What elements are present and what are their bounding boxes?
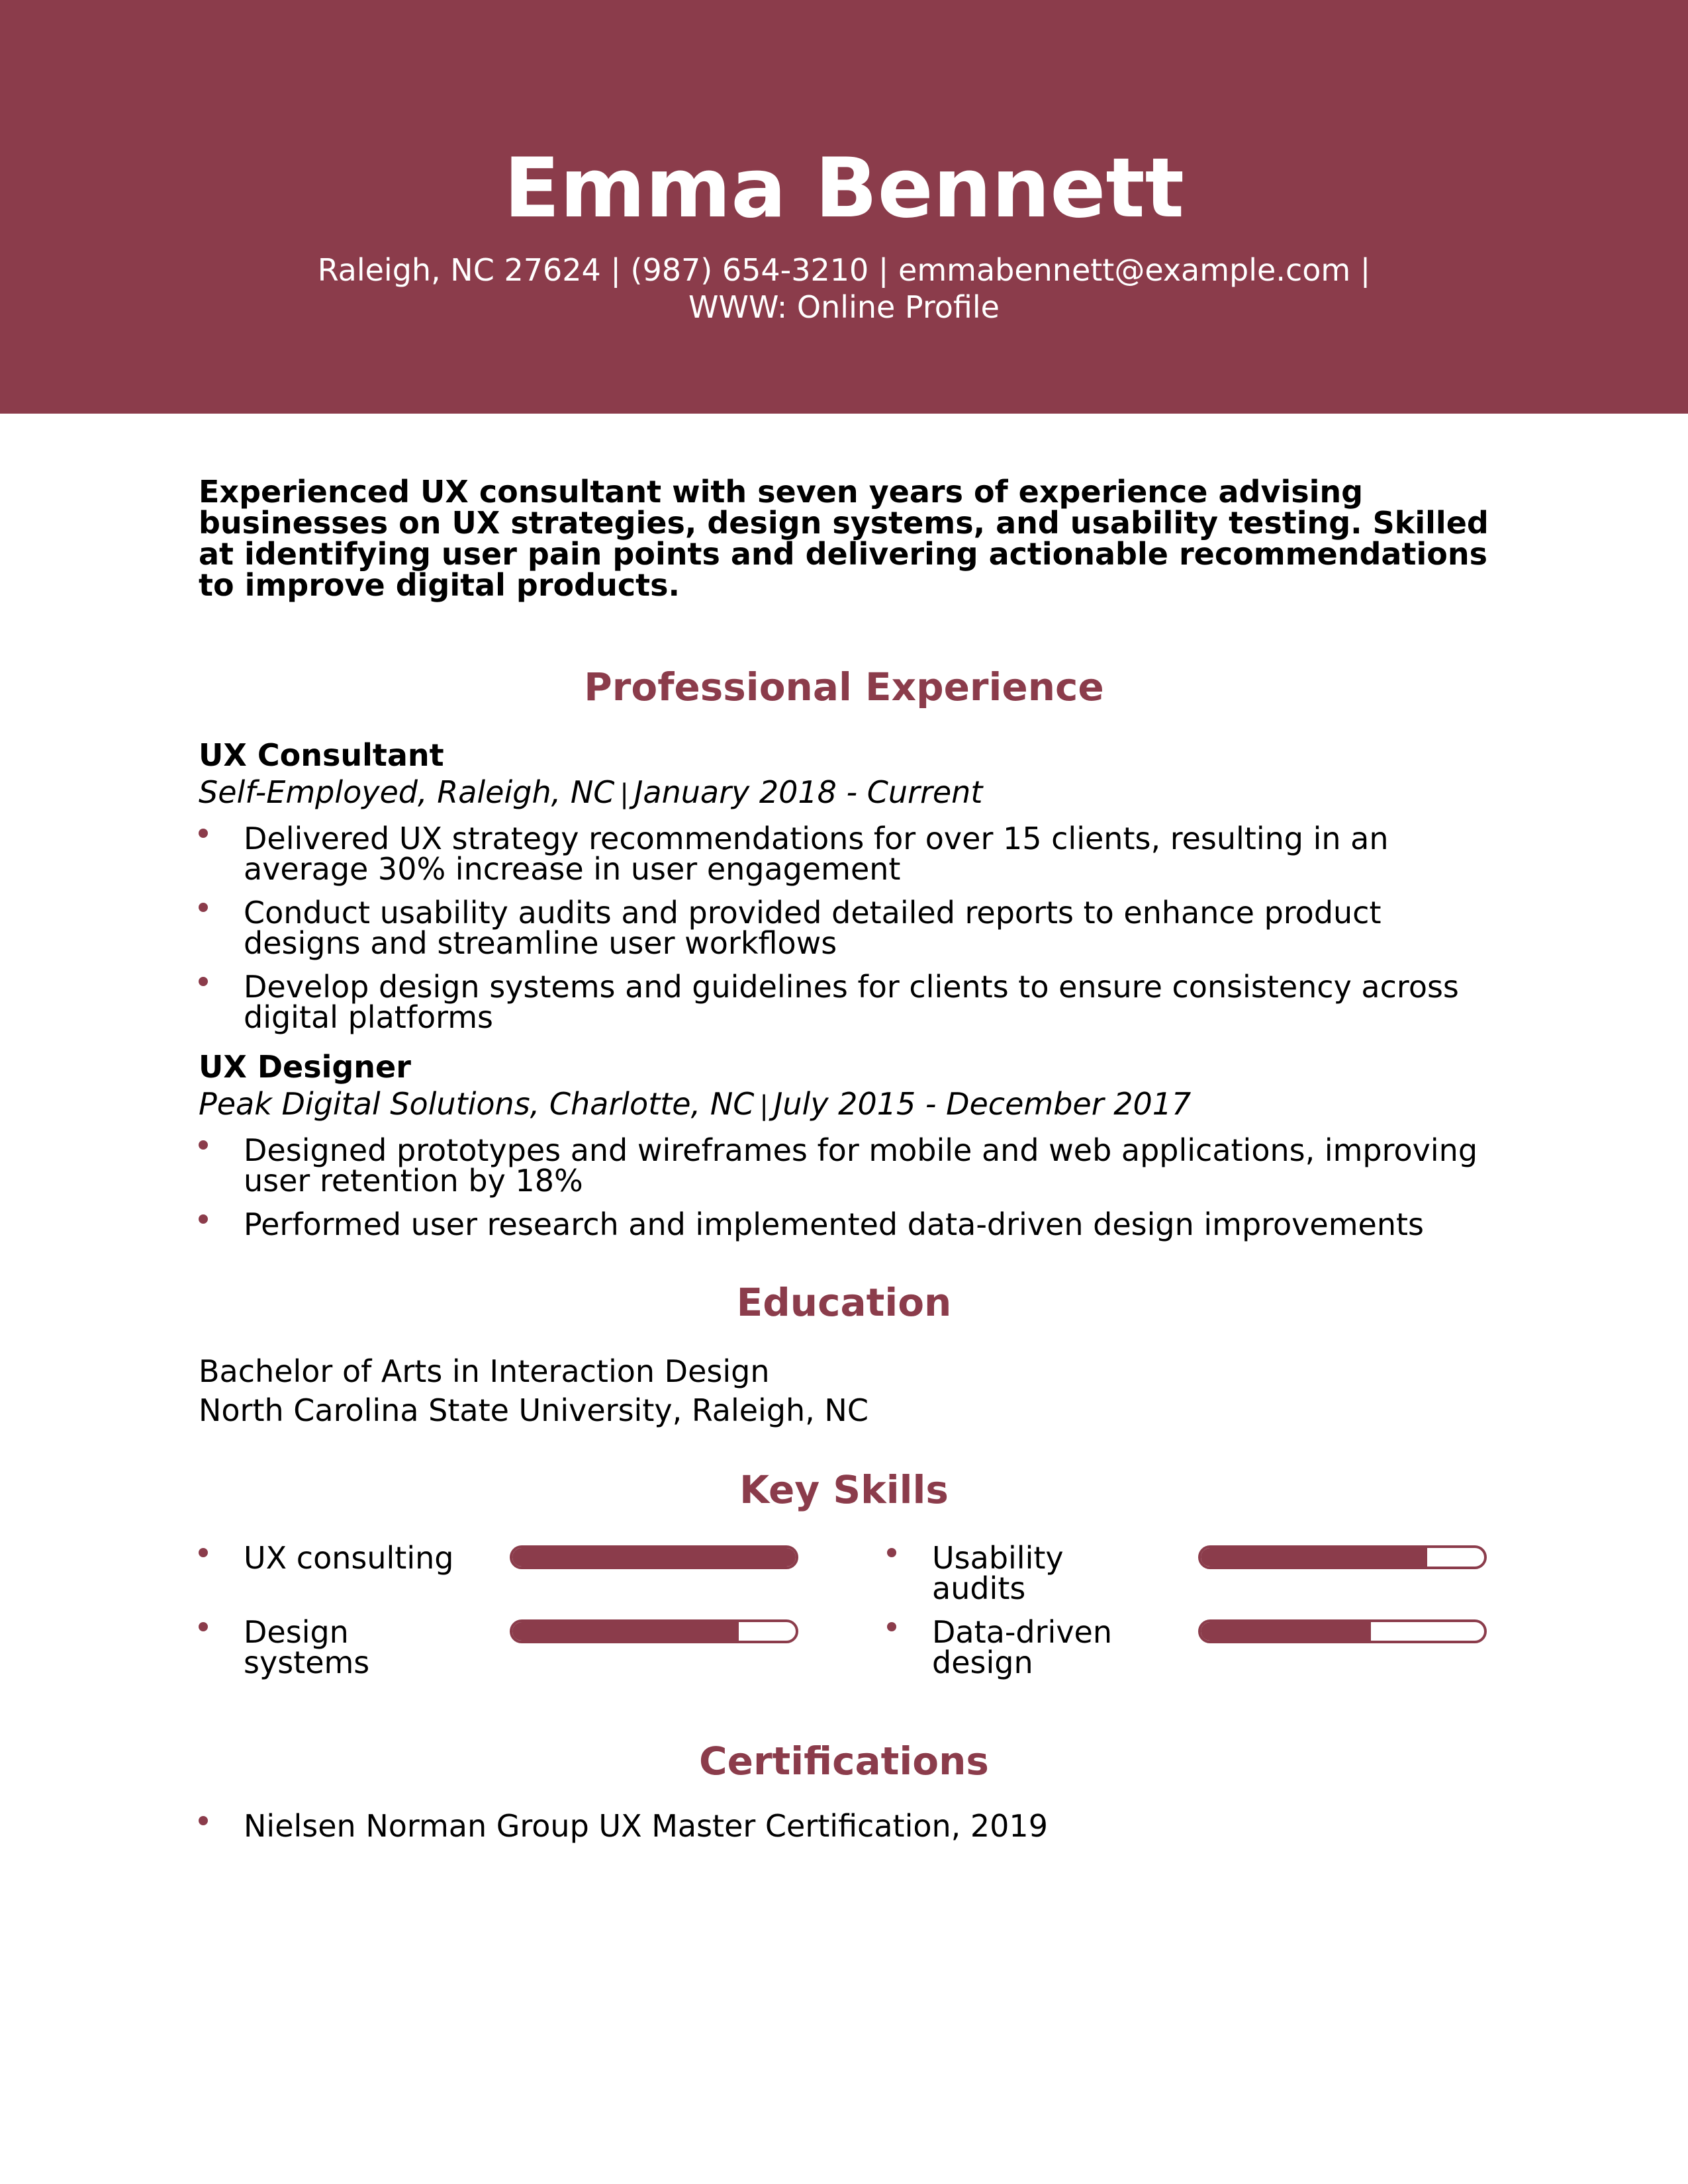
skill-level-fill <box>512 1548 796 1567</box>
skill-level-bar <box>510 1619 798 1643</box>
bullet-icon <box>199 829 208 838</box>
bullet-icon <box>199 1214 208 1224</box>
skill-level-fill <box>1201 1548 1427 1567</box>
skill-label: Data-driven design <box>932 1614 1113 1680</box>
job-entry <box>199 1048 1489 1240</box>
skill-item <box>199 1540 844 1615</box>
list-item: Designed prototypes and wireframes for mobile and web applications, improving user retention by 18% <box>199 1135 1489 1196</box>
bullet-icon <box>887 1622 896 1631</box>
job-meta: Self-Employed, Raleigh, NC | January 2018 - Current <box>199 774 983 810</box>
skill-item <box>199 1614 844 1690</box>
header-banner <box>0 0 1688 414</box>
job-meta: Peak Digital Solutions, Charlotte, NC | July 2015 - December 2017 <box>199 1086 1192 1122</box>
resume-body <box>199 474 1489 1854</box>
job-dates: January 2018 - Current <box>633 774 983 810</box>
skill-item <box>887 1614 1532 1690</box>
skill-item <box>887 1540 1532 1615</box>
list-item: Develop design systems and guidelines for clients to ensure consistency across digital platforms <box>199 972 1489 1032</box>
bullet-icon <box>199 1140 208 1150</box>
list-item: Delivered UX strategy recommendations for over 15 clients, resulting in an average 30% increase in user engagement <box>199 823 1489 884</box>
skill-level-bar <box>1198 1619 1487 1643</box>
job-title: UX Consultant <box>199 737 444 773</box>
job-dates: July 2015 - December 2017 <box>773 1086 1192 1122</box>
skill-level-fill <box>512 1622 739 1641</box>
skill-level-bar <box>510 1545 798 1569</box>
list-item: Nielsen Norman Group UX Master Certification, 2019 <box>199 1811 1489 1841</box>
bullet-icon <box>199 977 208 986</box>
degree: Bachelor of Arts in Interaction Design <box>199 1353 770 1389</box>
skill-label: UX consulting <box>244 1540 454 1576</box>
bullet-icon <box>199 1816 208 1825</box>
summary: Experienced UX consultant with seven years of experience advising businesses on UX strategies, design systems, and usability testing. Skilled at identifying user pain points and delivering actionable recommendations to improve digital products. <box>199 474 1489 603</box>
list-item: Conduct usability audits and provided detailed reports to enhance product designs and streamline user workflows <box>199 897 1489 958</box>
job-bullets <box>199 821 1489 1035</box>
education-entry <box>199 1352 1489 1430</box>
experience-heading: Professional Experience <box>584 664 1104 709</box>
skill-level-fill <box>1201 1622 1371 1641</box>
contact-line-2: WWW: Online Profile <box>688 289 1000 325</box>
bullet-icon <box>887 1548 896 1557</box>
list-item: Performed user research and implemented data-driven design improvements <box>199 1209 1489 1240</box>
job-company: Self-Employed, Raleigh, NC <box>199 774 615 810</box>
skill-level-bar <box>1198 1545 1487 1569</box>
job-title: UX Designer <box>199 1049 411 1085</box>
bullet-icon <box>199 903 208 912</box>
candidate-name: Emma Bennett <box>504 141 1184 236</box>
school: North Carolina State University, Raleigh, NC <box>199 1392 868 1428</box>
certifications-heading: Certifications <box>699 1739 989 1784</box>
job-company: Peak Digital Solutions, Charlotte, NC <box>199 1086 755 1122</box>
job-bullets <box>199 1132 1489 1242</box>
job-entry <box>199 737 1489 1035</box>
skills-heading: Key Skills <box>739 1467 949 1512</box>
bullet-icon <box>199 1548 208 1557</box>
education-heading: Education <box>736 1280 952 1325</box>
certifications-list <box>199 1808 1489 1844</box>
contact-info <box>0 251 1688 326</box>
skill-label: Usability audits <box>932 1540 1064 1606</box>
skill-label: Design systems <box>244 1614 370 1680</box>
bullet-icon <box>199 1622 208 1631</box>
contact-line-1: Raleigh, NC 27624 | (987) 654-3210 | emmabennett@example.com | <box>317 252 1371 288</box>
skills-grid <box>199 1540 1489 1702</box>
